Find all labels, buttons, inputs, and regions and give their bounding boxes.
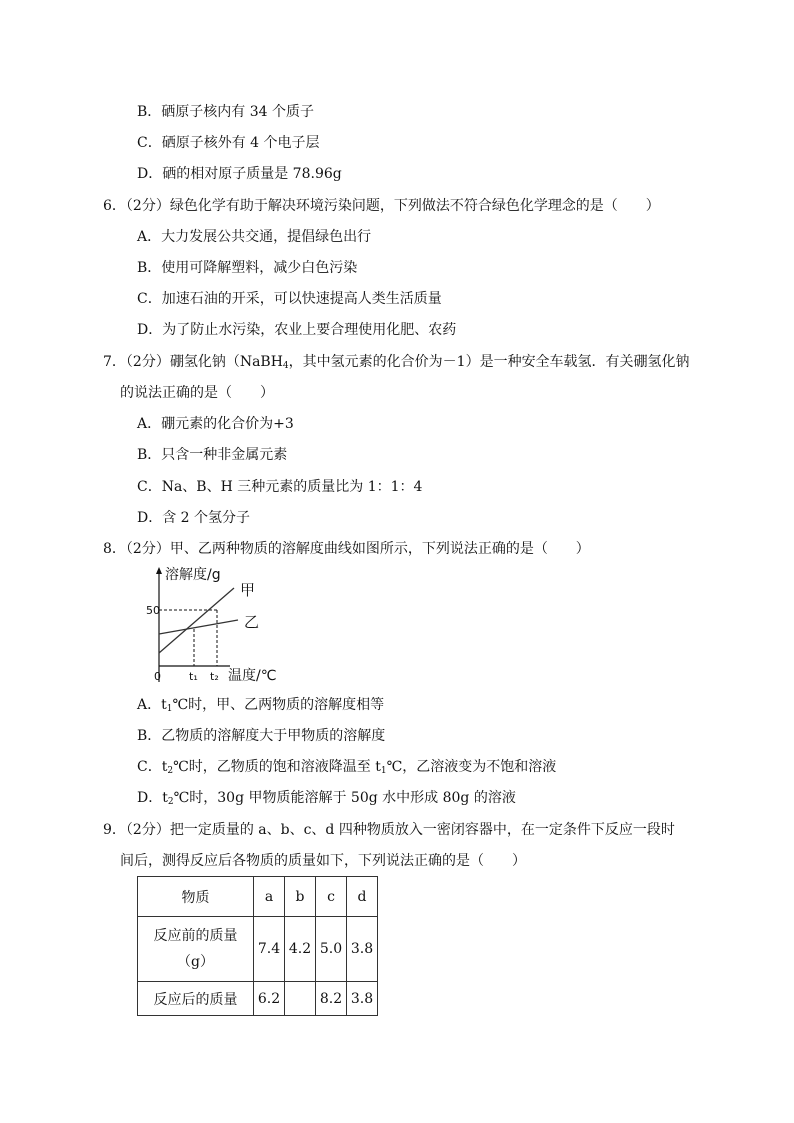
table-row [138,917,378,982]
q7-stem [103,353,690,375]
q7-stem-post: ，其中氢元素的化合价为－1）是一种安全车载氢．有关硼氢化钠 [288,354,690,370]
q8-d-post: ℃时，30g 甲物质能溶解于 50g 水中形成 80g 的溶液 [173,790,516,806]
q7-option-a: A．硼元素的化合价为+3 [137,416,294,432]
row1-label-line2: （g） [177,954,214,970]
q8-option-a [137,696,384,718]
q8-d-pre: D．t [137,790,168,806]
series-jia-label: 甲 [240,581,256,599]
series-jia-line [159,588,234,653]
q7-stem-line2: 的说法正确的是（ ） [120,385,274,401]
q7-stem-sub: 4 [282,361,289,371]
table-header-cell: b [285,877,316,917]
table-header-cell: c [316,877,347,917]
table-header-cell: d [347,877,378,917]
series-yi-label: 乙 [244,613,260,631]
table-header-cell: 物质 [138,877,254,917]
table-cell: 3.8 [347,982,378,1016]
q7-option-b: B．只含一种非金属元素 [137,447,288,463]
q8-c-mid: ℃时，乙物质的饱和溶液降温至 t [173,759,381,775]
q8-a-sub: 1 [166,704,173,714]
table-row-label: 反应后的质量 [138,982,254,1016]
t2-label: t₂ [210,670,219,683]
q8-option-c [137,758,556,780]
table-cell: 5.0 [316,917,347,982]
q8-d-sub: 2 [167,797,174,807]
table-cell: 7.4 [254,917,285,982]
table-header-row [138,877,378,917]
q7-stem-pre: 7．（2分）硼氢化钠（NaBH [103,354,283,370]
table-row-label [138,917,254,982]
q7-option-d: D．含 2 个氢分子 [137,510,251,526]
q6-option-a: A．大力发展公共交通，提倡绿色出行 [137,229,372,245]
q5-option-d: D．硒的相对原子质量是 78.96g [137,166,342,182]
q8-stem: 8．（2分）甲、乙两种物质的溶解度曲线如图所示，下列说法正确的是（ ） [103,541,590,557]
y-tick-50: 50 [146,604,160,617]
q5-option-b: B．硒原子核内有 34 个质子 [137,104,315,120]
y-axis-label: 溶解度/g [165,567,221,583]
q8-a-post: ℃时，甲、乙两物质的溶解度相等 [172,697,385,713]
q8-c-post: ℃，乙溶液变为不饱和溶液 [386,759,557,775]
q9-stem: 9．（2分）把一定质量的 a、b、c、d 四种物质放入一密闭容器中，在一定条件下反应一段时 [103,822,675,838]
q6-option-c: C．加速石油的开采，可以快速提高人类生活质量 [137,291,442,307]
q8-option-d [137,789,516,811]
q8-c-sub2: 1 [380,766,387,776]
x-axis-label: 温度/℃ [228,668,277,684]
q6-option-d: D．为了防止水污染，农业上要合理使用化肥、农药 [137,322,457,338]
q8-option-b: B．乙物质的溶解度大于甲物质的溶解度 [137,728,386,744]
y-axis-arrow [156,567,162,574]
table-row [138,982,378,1016]
q8-c-pre: C．t [137,759,168,775]
q5-option-c: C．硒原子核外有 4 个电子层 [137,135,320,151]
table-cell: 3.8 [347,917,378,982]
table-cell: 6.2 [254,982,285,1016]
table-cell: 4.2 [285,917,316,982]
q6-option-b: B．使用可降解塑料，减少白色污染 [137,260,358,276]
solubility-curve-graph [148,566,278,684]
table-header-cell: a [254,877,285,917]
table-cell: 8.2 [316,982,347,1016]
q8-a-pre: A．t [137,697,167,713]
origin-label: 0 [154,670,161,683]
q7-option-c: C．Na、B、H 三种元素的质量比为 1：1：4 [137,479,423,495]
t1-label: t₁ [189,670,198,683]
series-yi-line [159,620,238,634]
row1-label-line1: 反应前的质量 [153,928,238,944]
q8-c-sub1: 2 [167,766,174,776]
mass-table [137,876,378,1016]
q6-stem: 6．（2分）绿色化学有助于解决环境污染问题，下列做法不符合绿色化学理念的是（ ） [103,198,660,214]
table-cell [285,982,316,1016]
q9-stem-line2: 间后，测得反应后各物质的质量如下，下列说法正确的是（ ） [120,853,526,869]
